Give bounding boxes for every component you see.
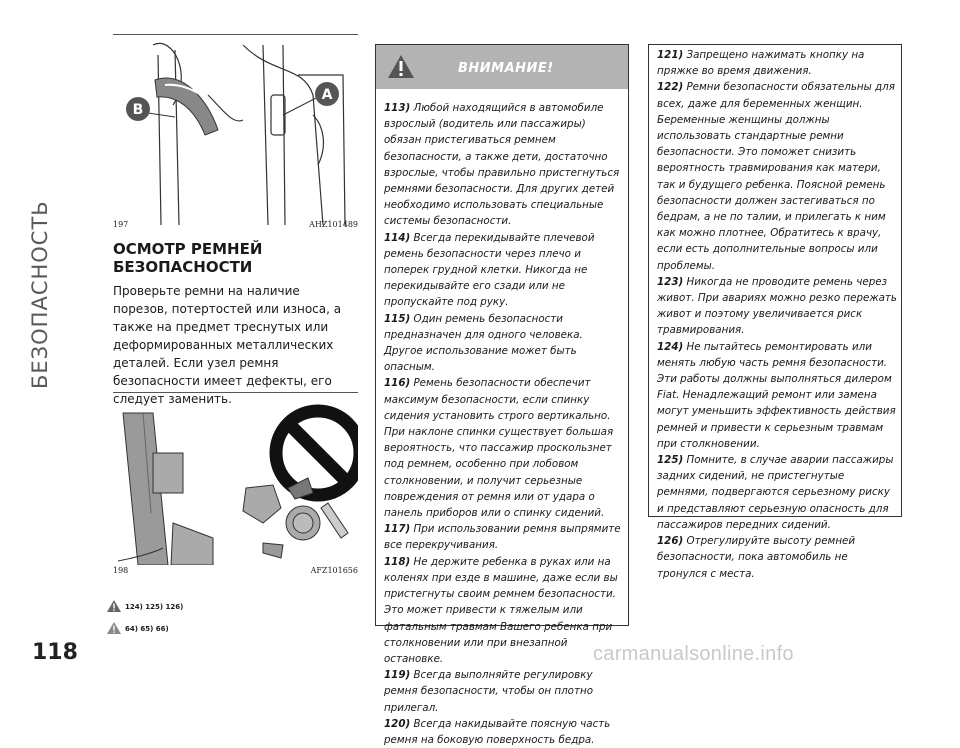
- warning-item-number: 126): [657, 535, 684, 548]
- warning-item-number: 117): [384, 523, 411, 536]
- warning-item: [657, 274, 897, 339]
- warning-item: [384, 667, 624, 716]
- section-body: Проверьте ремни на наличие порезов, потертостей или износа, а также на предмет треснутых или деформированных металлических деталей. Если узел ремня безопасности имеет дефекты, его следует заменить.: [113, 284, 342, 406]
- warning-item-text: Всегда перекидывайте плечевой ремень безопасности через плечо и поперек грудной клетки. Никогда не перекидывайте его сзади или не пропускайте под руку.: [384, 231, 595, 309]
- warning-box: [375, 44, 629, 746]
- warning-item-text: Помните, в случае аварии пассажиры задних сидений, не пристегнутые ремнями, подвергаются серьезному риску и представляют серьезную опасность для пассажиров передних сидений.: [657, 454, 894, 531]
- warning-item-text: Всегда накидывайте поясную часть ремня на боковую поверхность бедра.: [384, 717, 611, 746]
- figure-198: [113, 392, 358, 565]
- warning-item-text: Всегда выполняйте регулировку ремня безопасности, чтобы он плотно прилегал.: [384, 669, 594, 714]
- page-number: 118: [32, 640, 78, 665]
- figure-197-code: AHZ101489: [309, 220, 358, 229]
- warning-item-text: Никогда не проводите ремень через живот. При авариях можно резко пережать живот и поэтому увеличивается риск травмирования.: [657, 275, 897, 337]
- figure-198-number: 198: [113, 566, 129, 575]
- warning-item-number: 114): [384, 231, 411, 244]
- warning-triangle-large-icon: [388, 55, 414, 82]
- warning-item: [384, 100, 624, 230]
- warning-item: [657, 79, 897, 273]
- warning-item: [384, 554, 624, 667]
- warning-item-number: 121): [657, 49, 684, 61]
- seatbelt-diagram-197: [113, 35, 358, 225]
- warning-item-text: Один ремень безопасности предназначен для одного человека. Другое использование может быть опасным.: [384, 312, 583, 374]
- warning-item-number: 116): [384, 377, 411, 390]
- reference-line-1-text: 124) 125) 126): [125, 603, 184, 611]
- warning-item-text: Отрегулируйте высоту ремней безопасности, пока автомобиль не тронулся с места.: [657, 535, 856, 580]
- warning-header: [376, 45, 628, 89]
- warning-item-text: При использовании ремня выпрямите все перекручивания.: [384, 523, 621, 552]
- warning-item-number: 118): [384, 555, 411, 568]
- warning-item-text: Не держите ребенка в руках или на коленях при езде в машине, даже если вы пристегнуты своим ремнем безопасности. Это может привести к тяжелым или фатальным травмам Вашего ребенка при столкновении или при внезапной остановке.: [384, 555, 618, 665]
- warning-item: [384, 375, 624, 521]
- warning-item-number: 119): [384, 669, 411, 682]
- warning-item-number: 122): [657, 81, 684, 94]
- warning-item: [384, 716, 624, 748]
- warning-item-text: Ремни безопасности обязательны для всех, даже для беременных женщин. Беременные женщины должны использовать стандартные ремни безопасности. Это поможет снизить вероятность травмирования как матери, так и будущего ребенка. Поясной ремень безопасности должен застегиваться по бедрам, а не по талии, и прилегать к ним как можно плотнее, Обратитесь к врачу, если есть дополнительные вопросы или проблемы.: [657, 81, 895, 272]
- warning-item-text: Ремень безопасности обеспечит максимум безопасности, если спинку сидения установить строго вертикально. При наклоне спинки существует большая вероятность, что пассажир проскользнет под ремнем, особенно при лобовом столкновении, и получит серьезные повреждения от ремня или от удара о панель приборов или о спинку сидений.: [384, 377, 614, 520]
- side-title-text: БЕЗОПАСНОСТЬ: [28, 200, 52, 389]
- warning-box-continued: [648, 44, 902, 580]
- warning-title: ВНИМАНИЕ!: [458, 61, 554, 76]
- warning-item: [384, 521, 624, 553]
- caution-triangle-icon: [107, 622, 121, 636]
- reference-line-1: [107, 600, 183, 614]
- warning-triangle-icon: [107, 600, 121, 614]
- warning-items-right: [657, 47, 897, 582]
- warning-item-number: 115): [384, 312, 411, 325]
- figure-198-code: AFZ101656: [310, 566, 358, 575]
- heading-line-1: ОСМОТР РЕМНЕЙ: [113, 240, 263, 258]
- seatbelt-damage-diagram-198: [113, 393, 358, 565]
- figure-197: [113, 34, 358, 225]
- callout-a-label: A: [321, 87, 333, 103]
- warning-item: [657, 452, 897, 533]
- warning-item-number: 113): [384, 102, 411, 114]
- warning-item-text: Не пытайтесь ремонтировать или менять любую часть ремня безопасности. Эти работы должны выполняться дилером Fiat. Ненадлежащий ремонт или замена могут уменьшить эффективность действия ремней и привести к серьезным травмам при столкновении.: [657, 340, 896, 450]
- warning-item: [657, 533, 897, 582]
- reference-line-2: [107, 622, 169, 636]
- warning-item-text: Любой находящийся в автомобиле взрослый (водитель или пассажиры) обязан пристегиваться ремнем безопасности, а также дети, достаточно взрослые, чтобы правильно пристегнуться ремнями безопасности. Для других детей необходимо использовать специальные системы безопасности.: [384, 102, 620, 228]
- callout-b-label: B: [132, 102, 144, 118]
- warning-item: [657, 339, 897, 452]
- warning-items-left: [384, 100, 624, 748]
- warning-item: [384, 230, 624, 311]
- warning-item-number: 124): [657, 340, 684, 353]
- warning-item-number: 120): [384, 717, 411, 730]
- warning-item-text: Запрещено нажимать кнопку на пряжке во время движения.: [657, 49, 865, 78]
- heading-line-2: БЕЗОПАСНОСТИ: [113, 258, 253, 276]
- warning-item: [657, 47, 897, 79]
- figure-197-number: 197: [113, 220, 129, 229]
- warning-item-number: 123): [657, 275, 684, 288]
- section-heading: [113, 240, 358, 276]
- watermark: carmanualsonline.info: [593, 643, 794, 665]
- warning-item-number: 125): [657, 454, 684, 467]
- warning-item: [384, 311, 624, 376]
- reference-line-2-text: 64) 65) 66): [125, 625, 169, 633]
